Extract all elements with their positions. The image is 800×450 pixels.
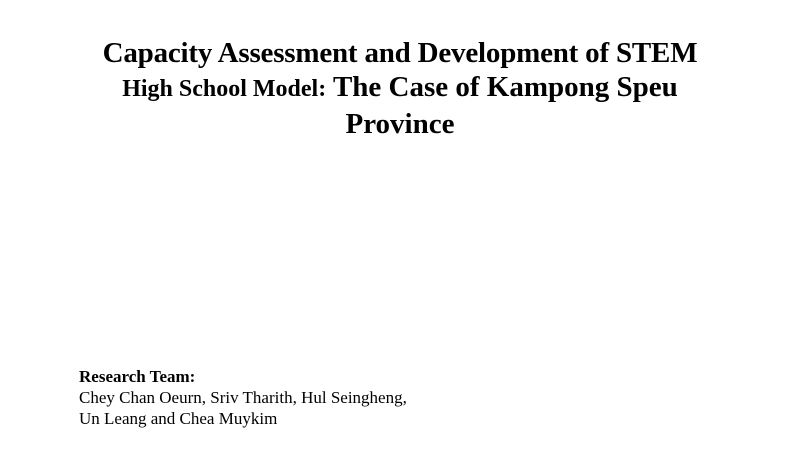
title-line-2 [0, 70, 800, 109]
research-team-members-line-2: Un Leang and Chea Muykim [79, 409, 278, 428]
document-title [0, 36, 800, 141]
title-line-2-part-1: High School Model: [122, 76, 327, 102]
research-team [79, 366, 407, 429]
title-line-3: Province [345, 108, 455, 140]
title-line-1: Capacity Assessment and Development of STEM [102, 37, 698, 69]
title-line-2-part-2: The Case of Kampong Speu [326, 71, 678, 103]
research-team-members-line-1: Chey Chan Oeurn, Sriv Tharith, Hul Seingheng, [79, 388, 407, 407]
research-team-heading: Research Team: [79, 367, 196, 386]
